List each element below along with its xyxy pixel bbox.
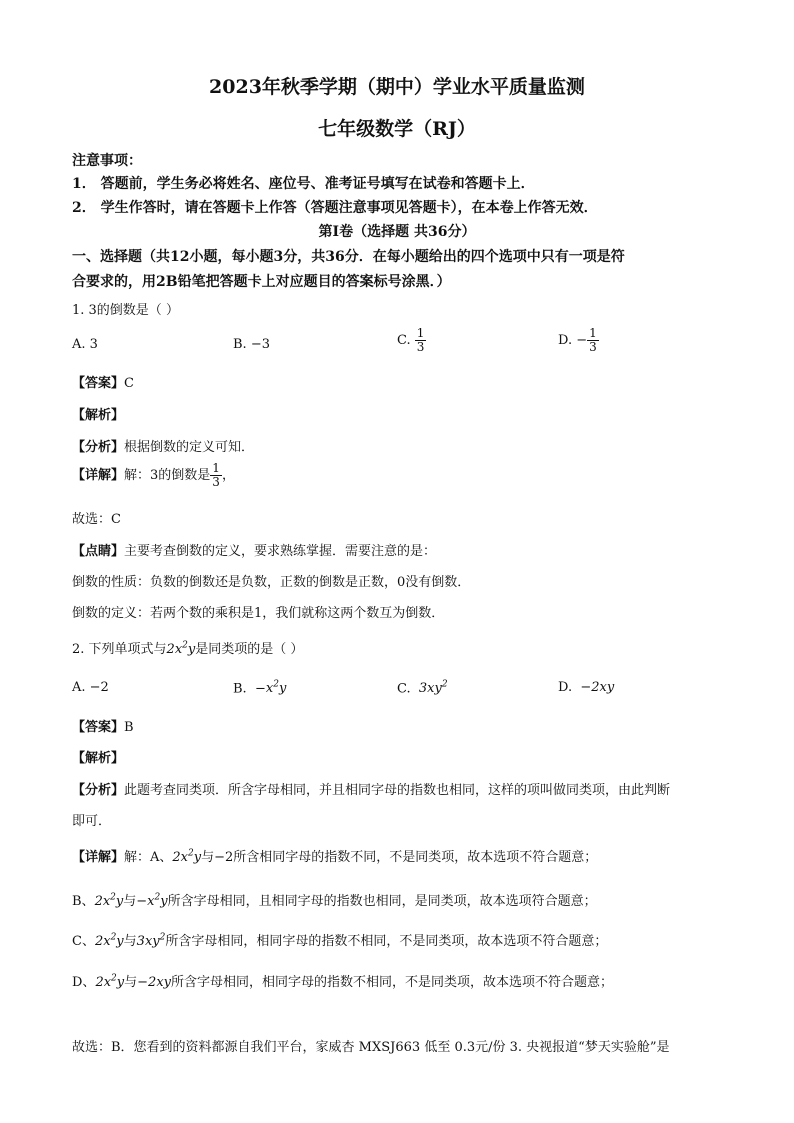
q1-option-c: C. $\frac{1}{3}$: [397, 326, 425, 354]
q2-answer: 【答案】B: [72, 720, 134, 735]
q2-option-d: D. −2xy: [558, 680, 615, 695]
q2-fenxi-2: 即可．: [72, 814, 112, 829]
q1-fenxi: 【分析】根据倒数的定义可知．: [72, 440, 255, 455]
q2-xiangjie-c: C、$2x^2y$与$3xy^2$所含字母相同，相同字母的指数不相同，不是同类项，故本选项不符合题意；: [72, 932, 608, 949]
notice-item-2: 2． 学生作答时，请在答题卡上作答（答题注意事项见答题卡），在本卷上作答无效．: [72, 200, 598, 216]
q1-xiangjie: 【详解】解：3的倒数是 $\frac{1}{3}$ ，: [72, 461, 235, 489]
notice-heading: 注意事项：: [72, 153, 142, 169]
q2-xiangjie-b: B、$2x^2y$与$-x^2y$所含字母相同，且相同字母的指数也相同，是同类项，故本选项符合题意；: [72, 892, 597, 909]
q2-option-c: C. $3xy^2$: [397, 680, 448, 697]
q1-guxuan: 故选：C: [72, 512, 121, 527]
q1-option-a: A. 3: [72, 337, 98, 352]
q1-xiangjie-fraction: $\frac{1}{3}$: [212, 461, 220, 489]
q1-dianjing: 【点睛】主要考查倒数的定义，要求熟练掌握．需要注意的是：: [72, 544, 437, 559]
q1-analysis-tag: 【解析】: [72, 408, 125, 423]
q2-last-line: 故选：B．您看到的资料都源自我们平台，家威杏 MXSJ663 低至 0.3元/份 3. 央视报道“梦天实验舱”是: [72, 1040, 670, 1055]
q2-fenxi-1: 【分析】此题考查同类项．所含字母相同，并且相同字母的指数也相同，这样的项叫做同类项，由此判断: [72, 783, 671, 798]
q1-option-b: B. −3: [233, 337, 270, 352]
q1-option-d-fraction: $\frac{1}{3}$: [589, 326, 597, 354]
q2-analysis-tag: 【解析】: [72, 751, 125, 766]
page-title: 2023年秋季学期（期中）学业水平质量监测: [209, 76, 585, 98]
q2-option-b: B. $-x^2y$: [233, 680, 287, 697]
notice-item-1: 1． 答题前，学生务必将姓名、座位号、准考证号填写在试卷和答题卡上．: [72, 176, 535, 192]
q2-stem: 2. 下列单项式与$2x^2y$是同类项的是（ ）: [72, 640, 304, 657]
q2-xiangjie-d: D、$2x^2y$与−2xy所含字母相同，相同字母的指数不相同，不是同类项，故本选项不符合题意；: [72, 973, 614, 990]
q2-xiangjie-a: 【详解】解：A、$2x^2y$与−2所含相同字母的指数不同，不是同类项，故本选项不符合题意；: [72, 848, 598, 865]
q1-note-1: 倒数的性质：负数的倒数还是负数，正数的倒数是正数，0没有倒数．: [72, 575, 471, 590]
q1-note-2: 倒数的定义：若两个数的乘积是1，我们就称这两个数互为倒数．: [72, 606, 445, 621]
q1-option-d: D. − $\frac{1}{3}$: [558, 326, 597, 354]
q1-stem: 1. 3的倒数是（ ）: [72, 303, 179, 318]
section-intro-2: 合要求的，用2B铅笔把答题卡上对应题目的答案标号涂黑．）: [72, 274, 451, 290]
q1-answer: 【答案】C: [72, 376, 134, 391]
q1-option-c-fraction: $\frac{1}{3}$: [416, 326, 425, 354]
section-heading: 第Ⅰ卷（选择题 共36分）: [318, 224, 476, 240]
page-subtitle: 七年级数学（RJ）: [318, 118, 476, 140]
q2-option-a: A. −2: [72, 680, 109, 695]
section-intro-1: 一、选择题（共12小题，每小题3分，共36分．在每小题给出的四个选项中只有一项是符: [72, 249, 625, 265]
